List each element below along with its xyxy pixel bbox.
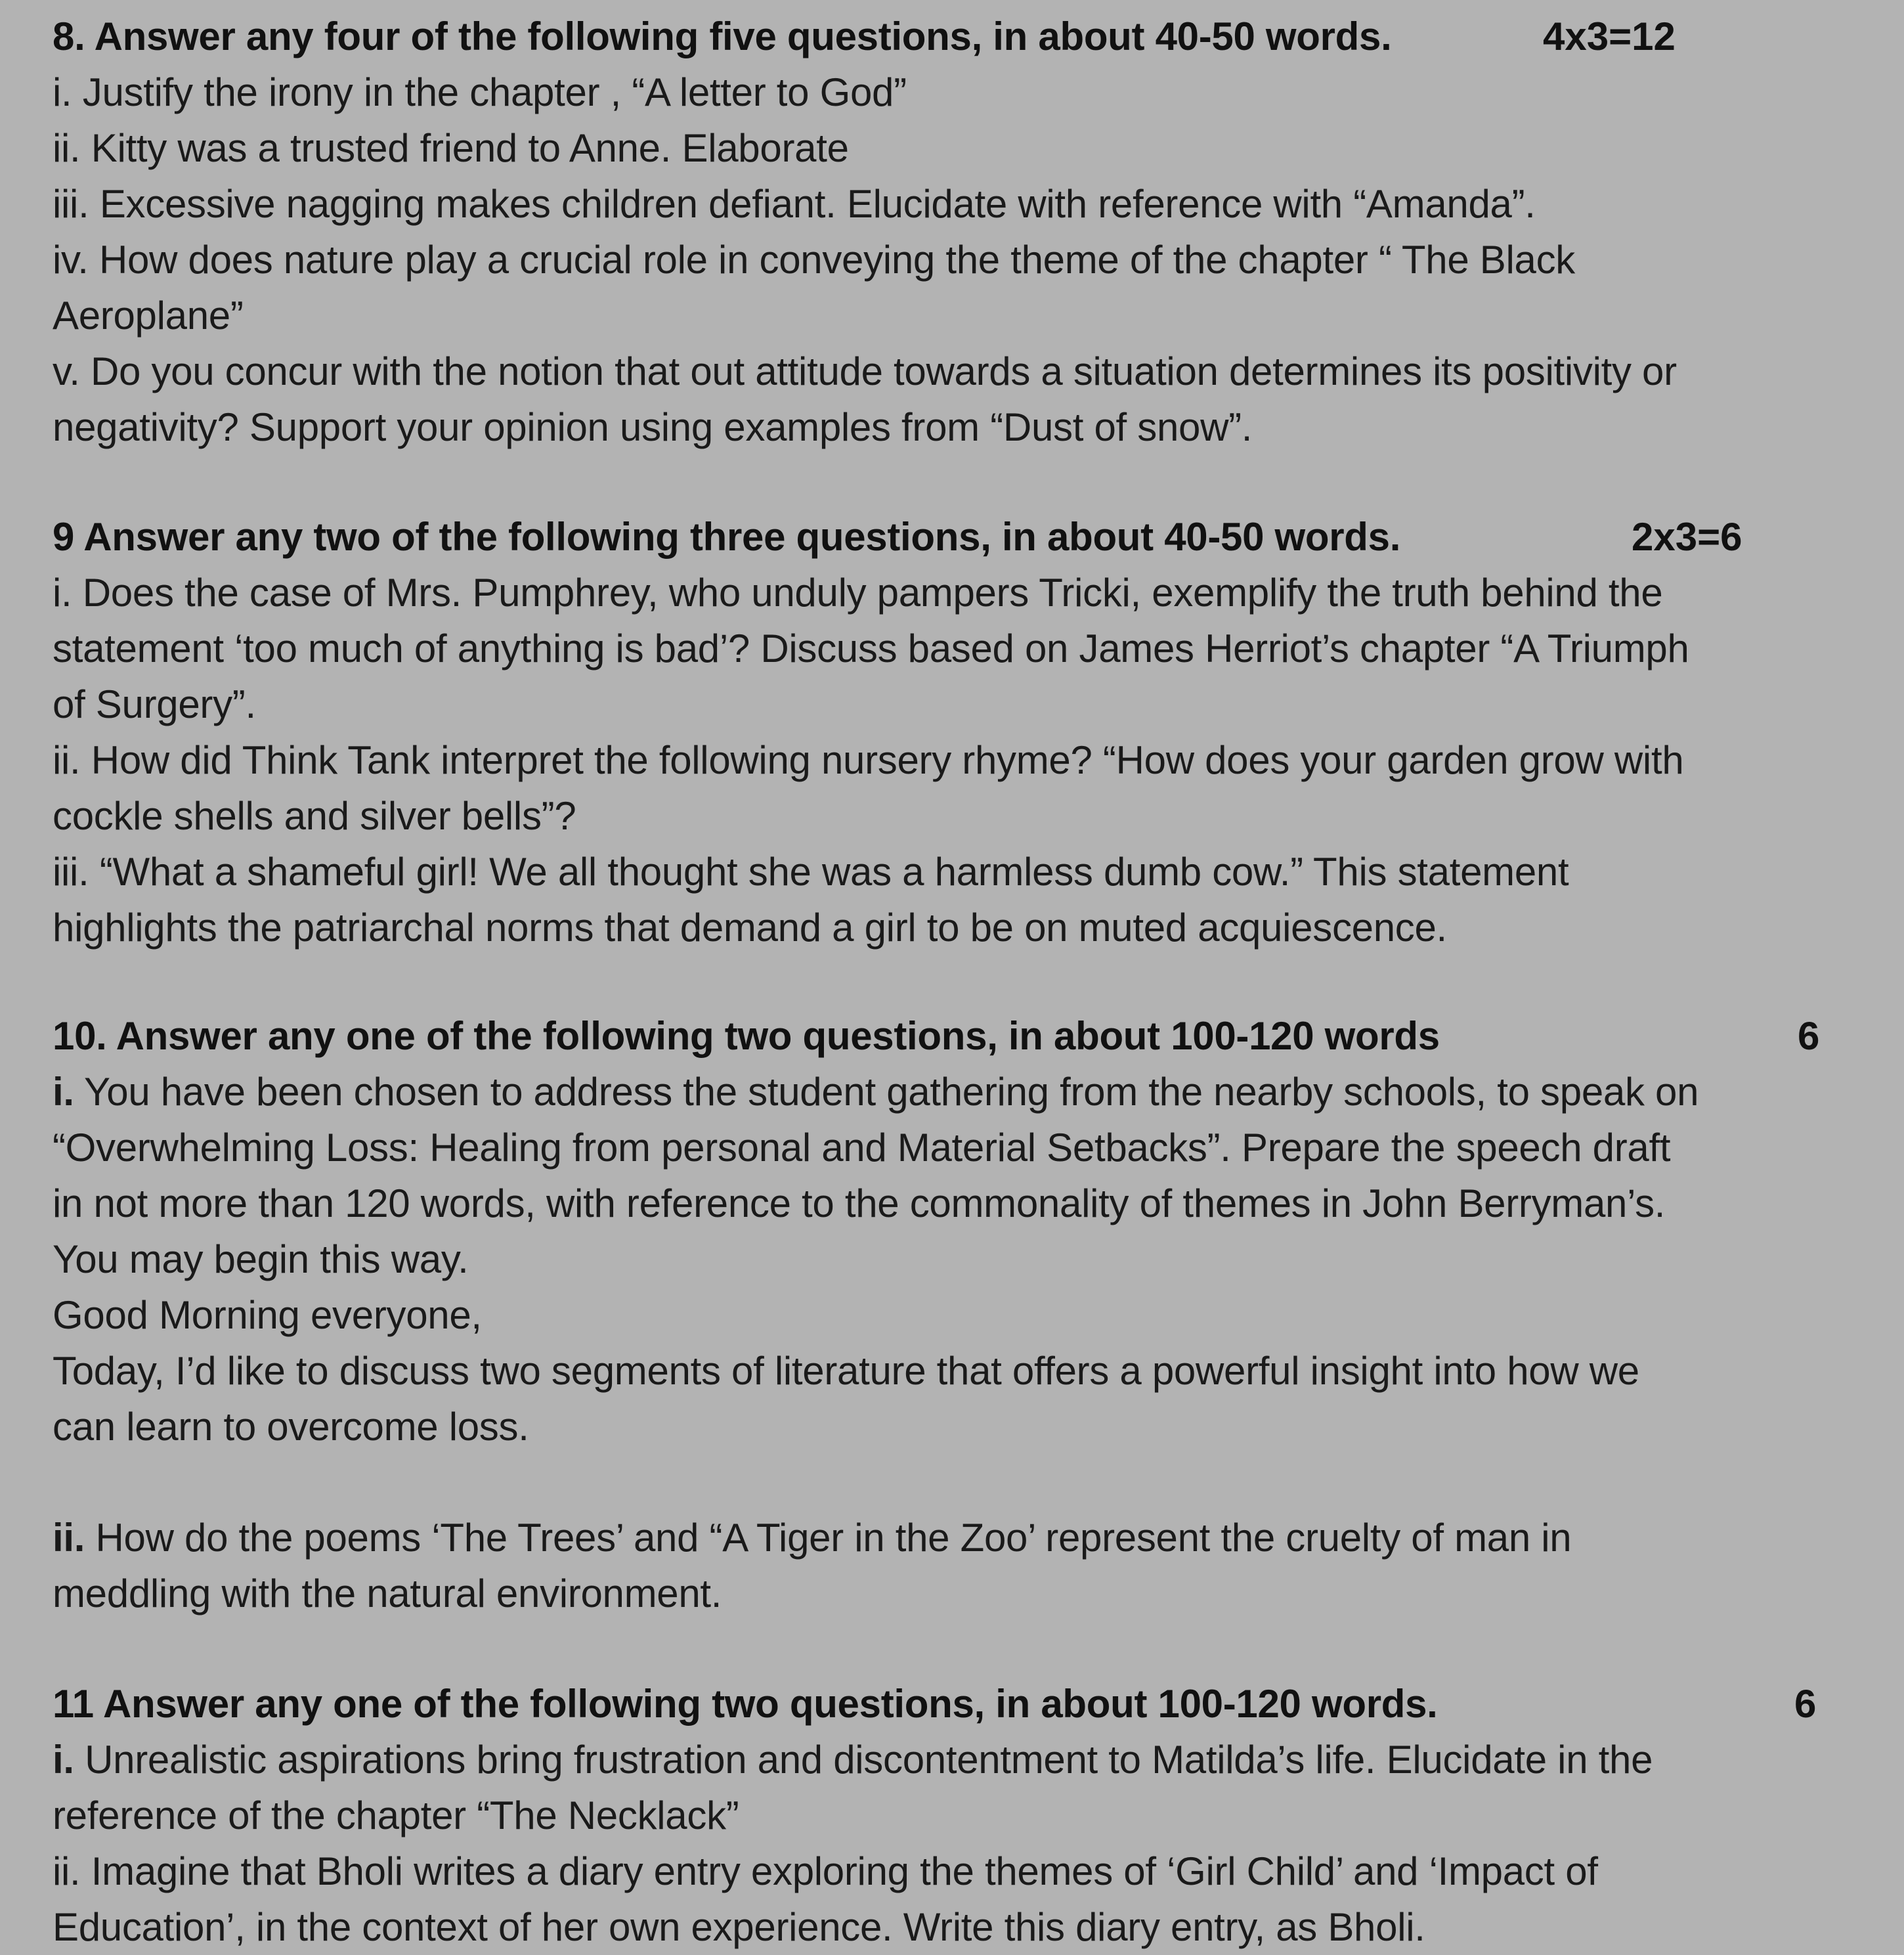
q8-marks: 4x3=12 [1543,14,1676,58]
q10-option-1-line-7: can learn to overcome loss. [53,1405,529,1449]
q10-option-2-label: ii. [53,1516,85,1560]
q9-item-1: i. Does the case of Mrs. Pumphrey, who unduly pampers Tricki, exemplify the truth behind the [53,571,1663,615]
q8-item-5: v. Do you concur with the notion that out attitude towards a situation determines its positivity or [53,349,1677,393]
q11-option-1-line-2: reference of the chapter “The Necklack” [53,1793,739,1837]
q8-item-4: iv. How does nature play a crucial role in conveying the theme of the chapter “ The Black [53,238,1575,282]
q11-option-2-line-2: Education’, in the context of her own experience. Write this diary entry, as Bholi. [53,1905,1425,1949]
q9-item-1-cont2: of Surgery”. [53,682,256,726]
q11-option-1-label: i. [53,1738,74,1782]
q10-option-1-line-6: Today, I’d like to discuss two segments of literature that offers a powerful insight into how we [53,1349,1639,1393]
q9-marks: 2x3=6 [1632,515,1742,559]
q8-item-1: i. Justify the irony in the chapter , “A letter to God” [53,70,907,114]
q9-item-2-cont: cockle shells and silver bells”? [53,794,576,838]
q10-option-1-line-4: You may begin this way. [53,1237,469,1281]
q10-option-2-line-2: meddling with the natural environment. [53,1571,722,1615]
q10-heading: 10. Answer any one of the following two questions, in about 100-120 words [53,1014,1440,1058]
q10-option-2 [53,1510,1571,1566]
q10-option-1-line-5: Good Morning everyone, [53,1293,482,1337]
q9-item-3-cont: highlights the patriarchal norms that demand a girl to be on muted acquiescence. [53,906,1447,950]
q9-item-3: iii. “What a shameful girl! We all thought she was a harmless dumb cow.” This statement [53,850,1569,894]
q10-option-1-line-2: “Overwhelming Loss: Healing from personal and Material Setbacks”. Prepare the speech draft [53,1126,1671,1170]
q8-item-3: iii. Excessive nagging makes children defiant. Elucidate with reference with “Amanda”. [53,182,1536,226]
q11-heading: 11 Answer any one of the following two questions, in about 100-120 words. [53,1682,1438,1726]
q8-item-4-cont: Aeroplane” [53,294,244,338]
q10-option-2-text: How do the poems ‘The Trees’ and “A Tiger in the Zoo’ represent the cruelty of man in [85,1516,1572,1560]
q8-item-2: ii. Kitty was a trusted friend to Anne. Elaborate [53,126,849,170]
q8-item-5-cont: negativity? Support your opinion using examples from “Dust of snow”. [53,405,1253,449]
q11-marks: 6 [1794,1682,1817,1726]
q9-heading: 9 Answer any two of the following three questions, in about 40-50 words. [53,515,1401,559]
q10-option-1-line-3: in not more than 120 words, with reference to the commonality of themes in John Berryman’s. [53,1181,1666,1225]
q10-option-1-label: i. [53,1070,74,1114]
q8-heading: 8. Answer any four of the following five questions, in about 40-50 words. [53,14,1392,58]
q10-option-1 [53,1065,1698,1120]
q10-marks: 6 [1798,1014,1820,1058]
q9-item-2: ii. How did Think Tank interpret the following nursery rhyme? “How does your garden grow with [53,738,1684,782]
q11-option-1-text: Unrealistic aspirations bring frustration and discontentment to Matilda’s life. Elucidate in the [74,1738,1653,1782]
q10-option-1-text: You have been chosen to address the student gathering from the nearby schools, to speak on [74,1070,1699,1114]
q9-item-1-cont: statement ‘too much of anything is bad’? Discuss based on James Herriot’s chapter “A Triumph [53,626,1689,670]
q11-option-2: ii. Imagine that Bholi writes a diary entry exploring the themes of ‘Girl Child’ and ‘Impact of [53,1849,1598,1893]
q11-option-1 [53,1732,1653,1788]
